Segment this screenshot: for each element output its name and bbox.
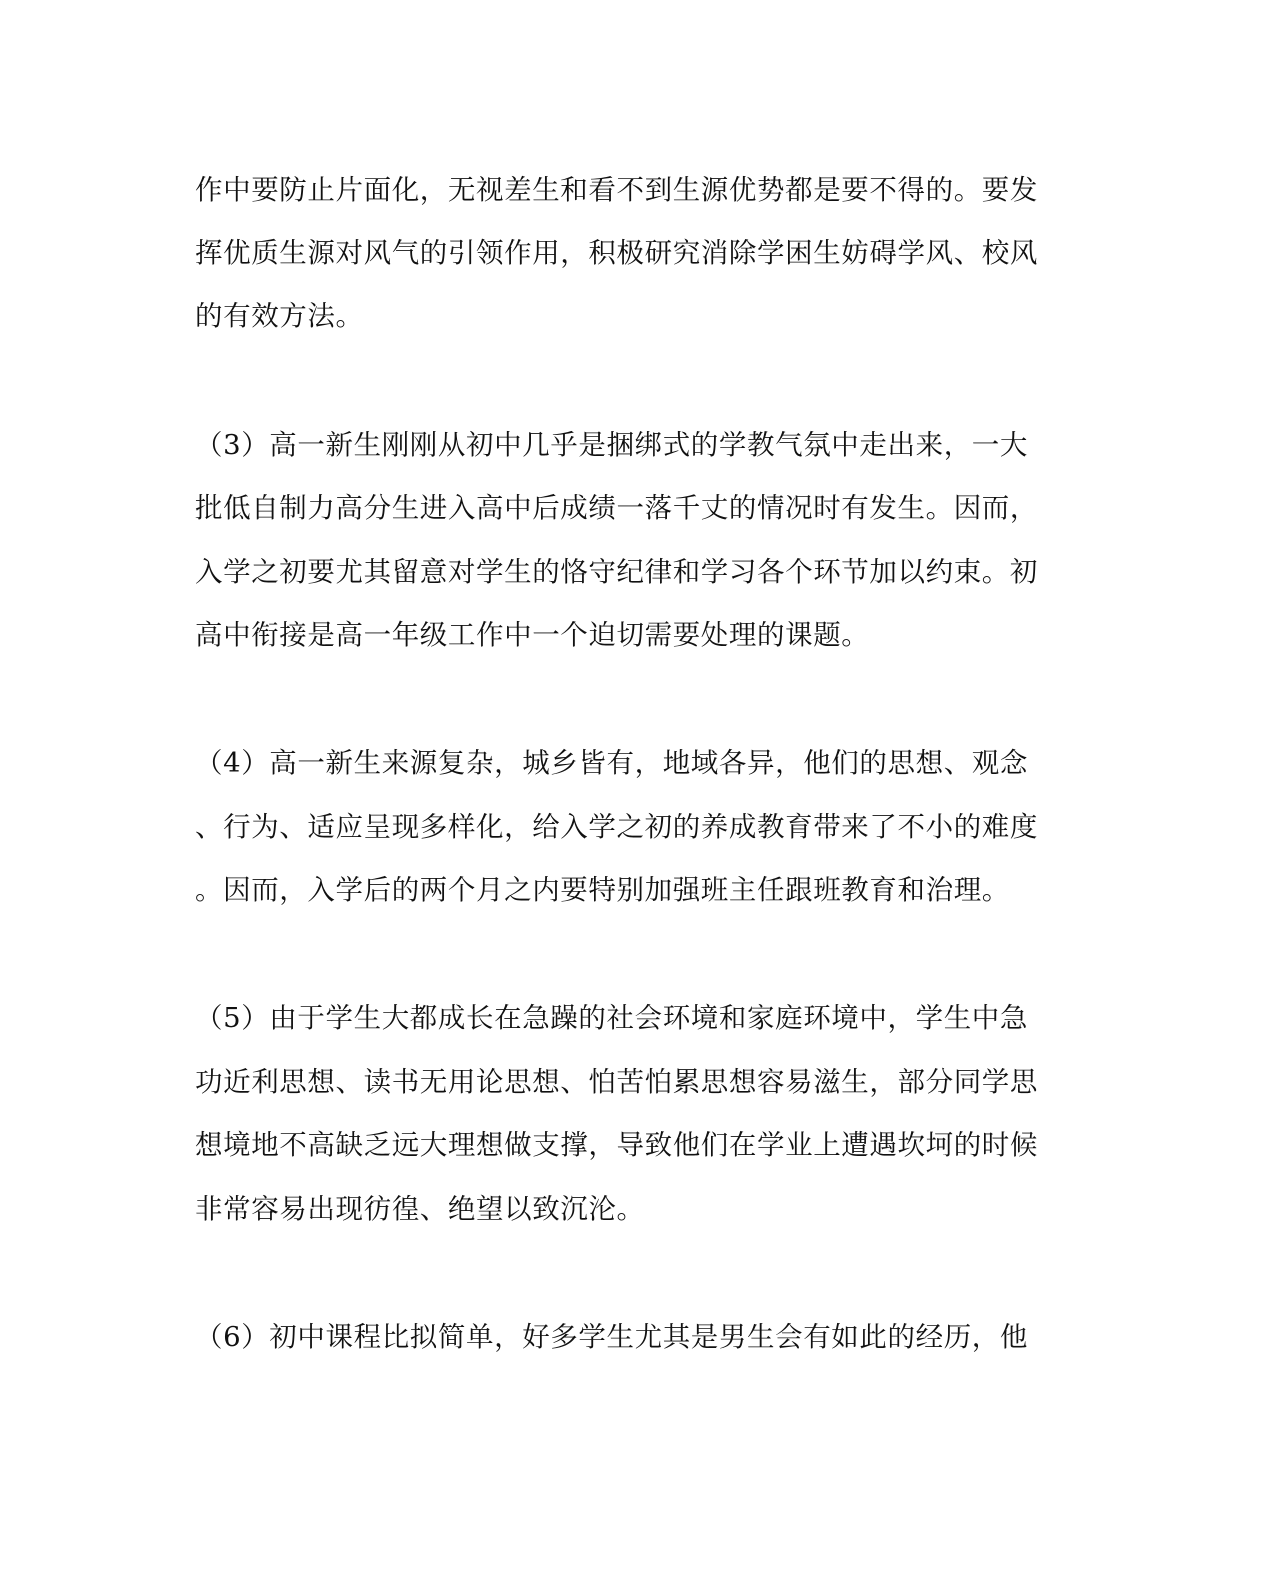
- paragraph-4-line-2: 、行为、适应呈现多样化，给入学之初的养成教育带来了不小的难度: [195, 811, 1038, 843]
- paragraph-1-line-3: 的有效方法。: [195, 300, 364, 332]
- paragraph-6-line-1: （6）初中课程比拟简单，好多学生尤其是男生会有如此的经历，他: [195, 1321, 1028, 1353]
- paragraph-3-line-2: 批低自制力高分生进入高中后成绩一落千丈的情况时有发生。因而，: [195, 492, 1038, 524]
- paragraph-3-line-4: 高中衔接是高一年级工作中一个迫切需要处理的课题。: [195, 619, 870, 651]
- paragraph-3-line-3: 入学之初要尤其留意对学生的恪守纪律和学习各个环节加以约束。初: [195, 556, 1038, 588]
- paragraph-5-line-1: （5）由于学生大都成长在急躁的社会环境和家庭环境中，学生中急: [195, 1002, 1028, 1034]
- paragraph-5-line-2: 功近利思想、读书无用论思想、怕苦怕累思想容易滋生，部分同学思: [195, 1066, 1038, 1098]
- paragraph-1-line-1: 作中要防止片面化，无视差生和看不到生源优势都是要不得的。要发: [195, 174, 1038, 206]
- paragraph-3-line-1: （3）高一新生刚刚从初中几乎是捆绑式的学教气氛中走出来，一大: [195, 429, 1028, 461]
- paragraph-5-line-3: 想境地不高缺乏远大理想做支撑，导致他们在学业上遭遇坎坷的时候: [195, 1129, 1038, 1161]
- paragraph-1-line-2: 挥优质生源对风气的引领作用，积极研究消除学困生妨碍学风、校风: [195, 237, 1038, 269]
- paragraph-4-line-3: 。因而，入学后的两个月之内要特别加强班主任跟班教育和治理。: [195, 874, 1010, 906]
- paragraph-4-line-1: （4）高一新生来源复杂，城乡皆有，地域各异，他们的思想、观念: [195, 747, 1028, 779]
- paragraph-5-line-4: 非常容易出现彷徨、绝望以致沉沦。: [195, 1193, 645, 1225]
